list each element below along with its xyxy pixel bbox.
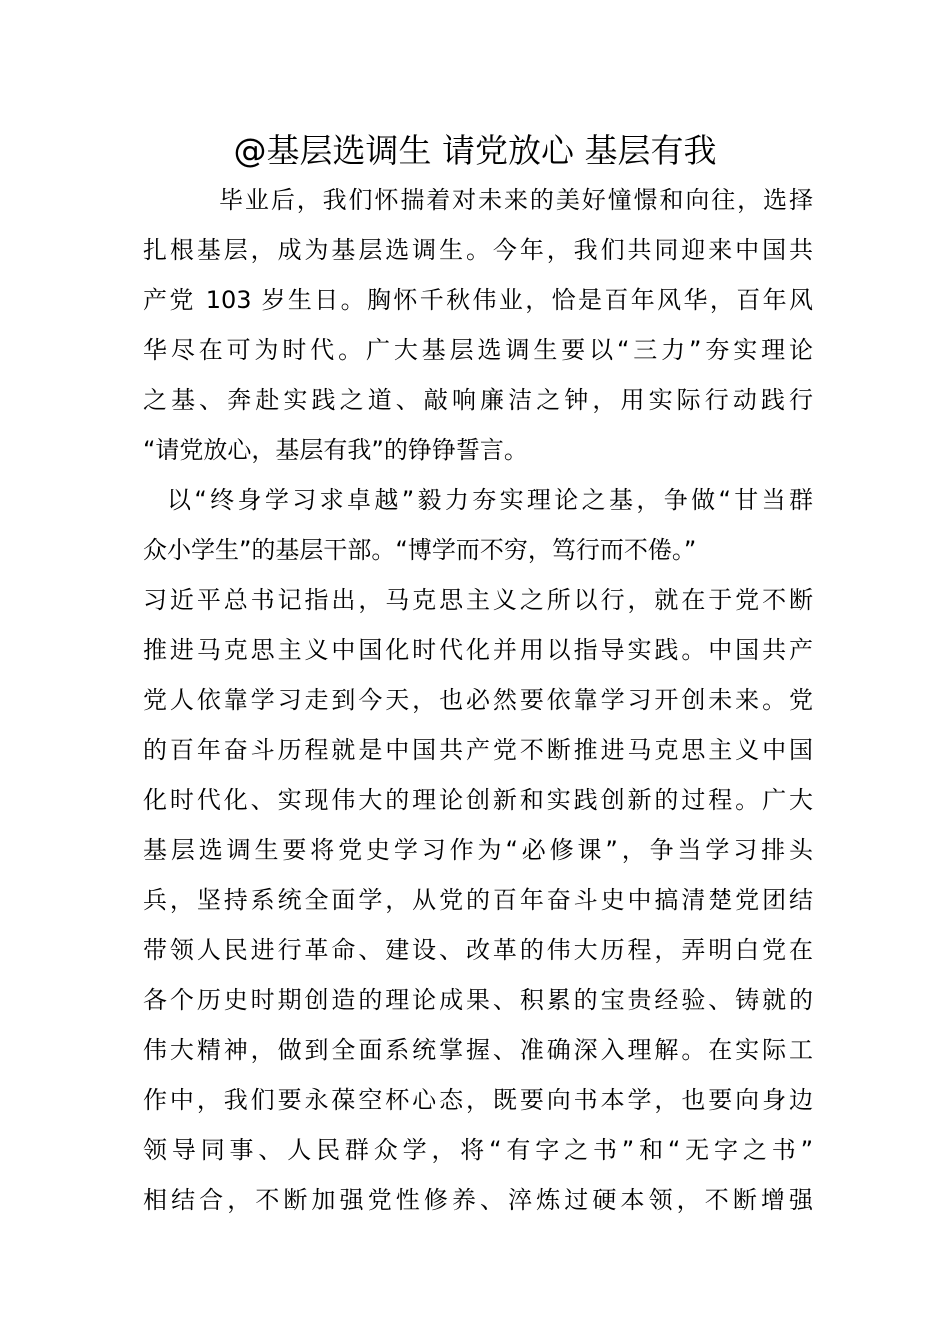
text-line: 的百年奋斗历程就是中国共产党不断推进马克思主义中国 [143,736,813,764]
text-line: 产党 103 岁生日。胸怀千秋伟业，恰是百年风华，百年风 [143,286,813,314]
text-line: 众小学生”的基层干部。“博学而不穷，笃行而不倦。” [143,536,697,564]
text-line: 各个历史时期创造的理论成果、积累的宝贵经验、铸就的 [143,986,813,1014]
text-line: 基层选调生要将党史学习作为“必修课”，争当学习排头 [143,836,813,864]
text-line: 之基、奔赴实践之道、敲响廉洁之钟，用实际行动践行 [143,386,813,414]
text-line: 扎根基层，成为基层选调生。今年，我们共同迎来中国共 [143,236,813,264]
text-line: 以“终身学习求卓越”毅力夯实理论之基，争做“甘当群 [167,486,813,514]
text-line: 相结合，不断加强党性修养、淬炼过硬本领，不断增强 [143,1186,813,1214]
text-line: 党人依靠学习走到今天，也必然要依靠学习开创未来。党 [143,686,813,714]
document-title: @基层选调生 请党放心 基层有我 [233,131,717,170]
text-line: 习近平总书记指出，马克思主义之所以行，就在于党不断 [143,586,813,614]
text-line: 推进马克思主义中国化时代化并用以指导实践。中国共产 [143,636,813,664]
text-line: 毕业后，我们怀揣着对未来的美好憧憬和向往，选择 [219,186,813,214]
text-line: 华尽在可为时代。广大基层选调生要以“三力”夯实理论 [143,336,813,364]
text-line: 兵，坚持系统全面学，从党的百年奋斗史中搞清楚党团结 [143,886,813,914]
text-line: 伟大精神，做到全面系统掌握、准确深入理解。在实际工 [143,1036,813,1064]
text-line: 带领人民进行革命、建设、改革的伟大历程，弄明白党在 [143,936,813,964]
text-line: 领导同事、人民群众学，将“有字之书”和“无字之书” [143,1136,813,1164]
text-line: 化时代化、实现伟大的理论创新和实践创新的过程。广大 [143,786,813,814]
text-line: “请党放心，基层有我”的铮铮誓言。 [143,436,528,464]
text-line: 作中，我们要永葆空杯心态，既要向书本学，也要向身边 [143,1086,813,1114]
